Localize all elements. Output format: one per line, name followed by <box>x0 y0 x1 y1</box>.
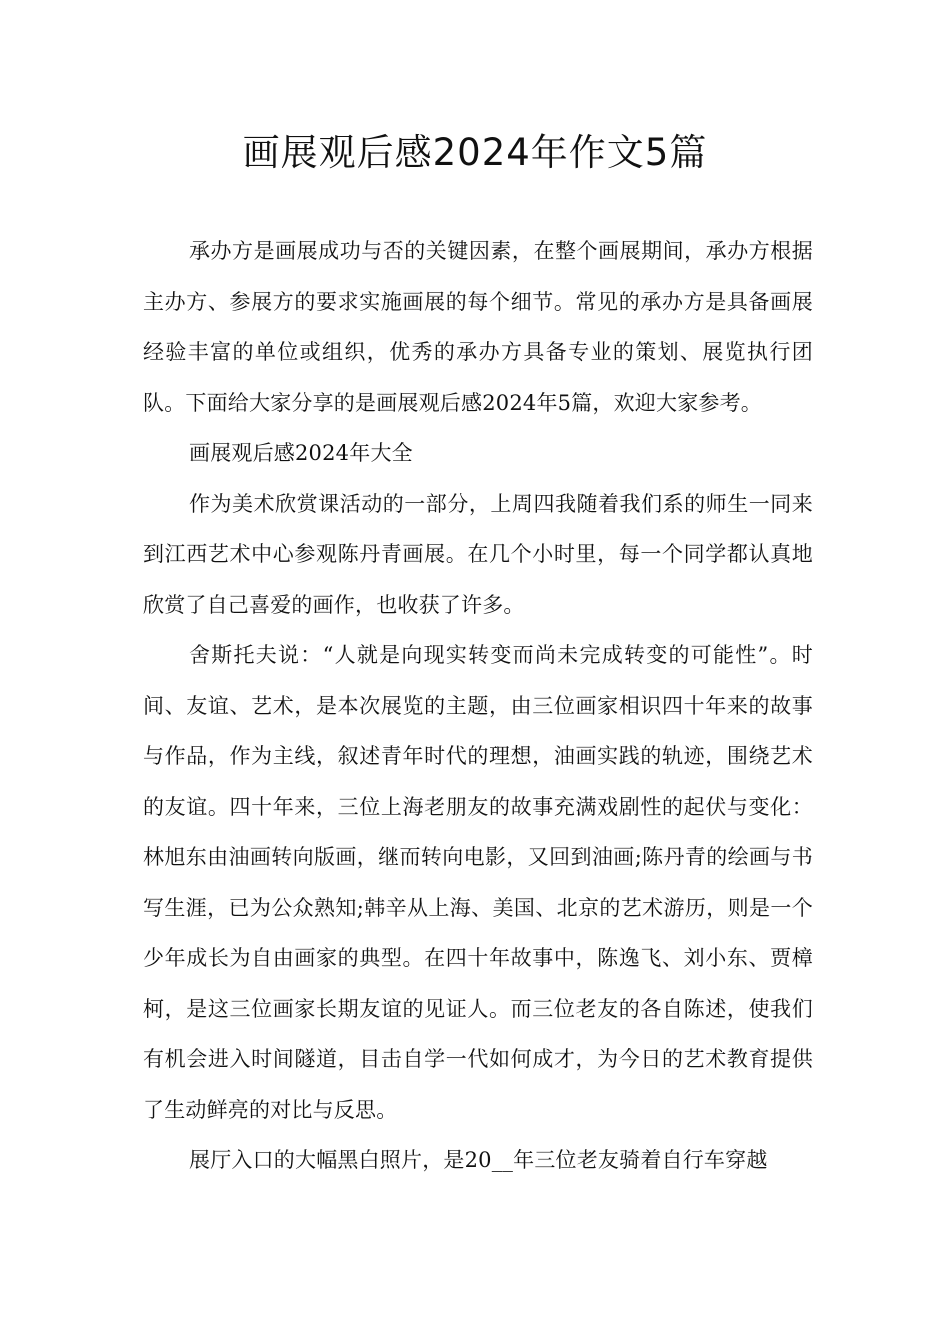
section-heading: 画展观后感2024年大全 <box>189 441 413 465</box>
intro-paragraph: 承办方是画展成功与否的关键因素，在整个画展期间，承办方根据主办方、参展方的要求实施画展的每个细节。常见的承办方是具备画展经验丰富的单位或组织，优秀的承办方具备专业的策划、展览执行团队。下面给大家分享的是画展观后感2024年5篇，欢迎大家参考。 <box>143 239 813 415</box>
body-paragraph: 舍斯托夫说：“人就是向现实转变而尚未完成转变的可能性”。时间、友谊、艺术，是本次展览的主题，由三位画家相识四十年来的故事与作品，作为主线，叙述青年时代的理想，油画实践的轨迹，围绕艺术的友谊。四十年来，三位上海老朋友的故事充满戏剧性的起伏与变化：林旭东由油画转向版画，继而转向电影，又回到油画;陈丹青的绘画与书写生涯，已为公众熟知;韩辛从上海、美国、北京的艺术游历，则是一个少年成长为自由画家的典型。在四十年故事中，陈逸飞、刘小东、贾樟柯，是这三位画家长期友谊的见证人。而三位老友的各自陈述，使我们有机会进入时间隧道，目击自学一代如何成才，为今日的艺术教育提供了生动鲜亮的对比与反思。 <box>143 643 813 1122</box>
document-title: 画展观后感2024年作文5篇 <box>242 131 708 174</box>
body-paragraph: 展厅入口的大幅黑白照片，是20__年三位老友骑着自行车穿越 <box>189 1148 768 1172</box>
document-body <box>143 226 813 1186</box>
body-paragraph: 作为美术欣赏课活动的一部分，上周四我随着我们系的师生一同来到江西艺术中心参观陈丹青画展。在几个小时里，每一个同学都认真地欣赏了自己喜爱的画作，也收获了许多。 <box>143 491 813 617</box>
